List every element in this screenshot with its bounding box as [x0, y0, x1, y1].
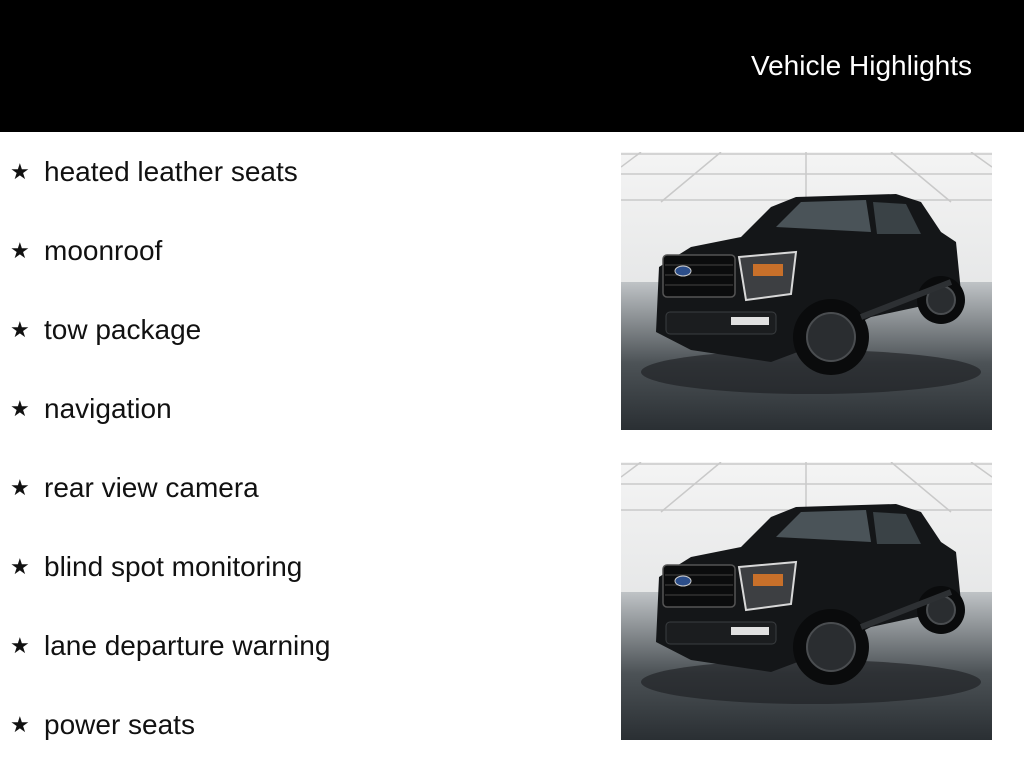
vehicle-photo [621, 152, 992, 430]
feature-label: heated leather seats [44, 156, 298, 187]
list-item [10, 152, 298, 192]
star-icon: ★ [10, 238, 30, 263]
list-item [10, 705, 195, 745]
feature-label: rear view camera [44, 472, 259, 503]
feature-label: lane departure warning [44, 630, 331, 661]
star-icon: ★ [10, 396, 30, 421]
star-icon: ★ [10, 475, 30, 500]
feature-label: power seats [44, 709, 195, 740]
header-bar [0, 0, 1024, 132]
vehicle-photo [621, 462, 992, 740]
list-item [10, 468, 259, 508]
star-icon: ★ [10, 633, 30, 658]
star-icon: ★ [10, 317, 30, 342]
list-item [10, 310, 201, 350]
feature-label: navigation [44, 393, 172, 424]
list-item [10, 389, 172, 429]
feature-label: blind spot monitoring [44, 551, 303, 582]
page-title: Vehicle Highlights [750, 50, 972, 81]
feature-label: moonroof [44, 235, 163, 266]
star-icon: ★ [10, 712, 30, 737]
feature-label: tow package [44, 314, 202, 345]
list-item [10, 626, 330, 666]
star-icon: ★ [10, 554, 30, 579]
list-item [10, 231, 162, 271]
list-item [10, 547, 302, 587]
star-icon: ★ [10, 159, 30, 184]
